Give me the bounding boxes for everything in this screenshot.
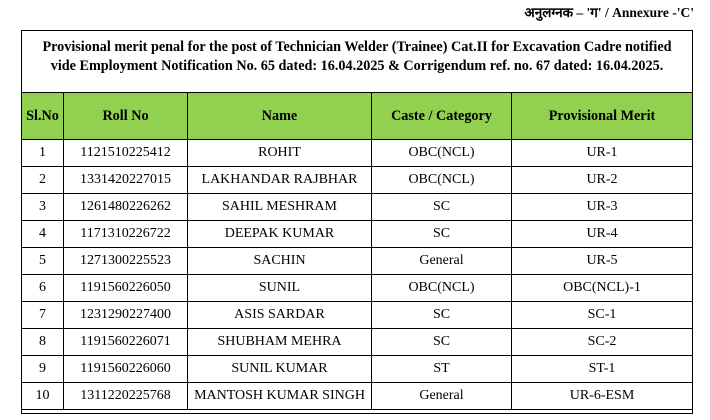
header-roll-no: Roll No: [64, 93, 188, 140]
cell-sl-no: 8: [22, 329, 64, 356]
cell-provisional-merit: UR-4: [512, 221, 693, 248]
cell-roll-no: 1191560226071: [64, 329, 188, 356]
cell-sl-no: 3: [22, 194, 64, 221]
cell-roll-no: 1191560226060: [64, 356, 188, 383]
cell-roll-no: 1171310226722: [64, 221, 188, 248]
cell-name: LAKHANDAR RAJBHAR: [188, 167, 372, 194]
cell-caste-category: SC: [372, 302, 512, 329]
table-row: [22, 194, 693, 221]
table-body: [22, 140, 693, 410]
cell-caste-category: General: [372, 383, 512, 410]
cell-caste-category: SC: [372, 194, 512, 221]
table-row: [22, 140, 693, 167]
cell-provisional-merit: UR-2: [512, 167, 693, 194]
cell-sl-no: 10: [22, 383, 64, 410]
cell-caste-category: ST: [372, 356, 512, 383]
cell-provisional-merit: SC-1: [512, 302, 693, 329]
cell-sl-no: 2: [22, 167, 64, 194]
cell-sl-no: 6: [22, 275, 64, 302]
header-caste-category: Caste / Category: [372, 93, 512, 140]
cell-sl-no: 4: [22, 221, 64, 248]
table-row: [22, 167, 693, 194]
cell-provisional-merit: UR-6-ESM: [512, 383, 693, 410]
cell-name: SACHIN: [188, 248, 372, 275]
cell-sl-no: 1: [22, 140, 64, 167]
cell-roll-no: 1121510225412: [64, 140, 188, 167]
cell-caste-category: OBC(NCL): [372, 167, 512, 194]
cell-roll-no: 1261480226262: [64, 194, 188, 221]
header-sl-no: Sl.No: [22, 93, 64, 140]
cell-roll-no: 1331420227015: [64, 167, 188, 194]
cell-name: SUNIL KUMAR: [188, 356, 372, 383]
cell-provisional-merit: SC-2: [512, 329, 693, 356]
cell-name: DEEPAK KUMAR: [188, 221, 372, 248]
document-title: [22, 38, 692, 76]
cell-provisional-merit: UR-5: [512, 248, 693, 275]
cell-roll-no: 1311220225768: [64, 383, 188, 410]
cell-provisional-merit: OBC(NCL)-1: [512, 275, 693, 302]
cell-caste-category: OBC(NCL): [372, 140, 512, 167]
cell-sl-no: 9: [22, 356, 64, 383]
cell-caste-category: SC: [372, 221, 512, 248]
cell-name: SAHIL MESHRAM: [188, 194, 372, 221]
table-row: [22, 329, 693, 356]
table-row: [22, 356, 693, 383]
table-row: [22, 221, 693, 248]
cell-provisional-merit: UR-3: [512, 194, 693, 221]
cell-caste-category: OBC(NCL): [372, 275, 512, 302]
title-line-2: vide Employment Notification No. 65 dated: 16.04.2025 & Corrigendum ref. no. 67 dated: 16.04.2025.: [50, 58, 664, 74]
cell-name: ROHIT: [188, 140, 372, 167]
cell-sl-no: 7: [22, 302, 64, 329]
cell-roll-no: 1231290227400: [64, 302, 188, 329]
header-name: Name: [188, 93, 372, 140]
cell-sl-no: 5: [22, 248, 64, 275]
cell-roll-no: 1191560226050: [64, 275, 188, 302]
cell-name: SUNIL: [188, 275, 372, 302]
table-row: [22, 302, 693, 329]
table-header-row: [22, 93, 693, 140]
table-row: [22, 275, 693, 302]
header-provisional-merit: Provisional Merit: [512, 93, 693, 140]
merit-panel: [21, 30, 693, 414]
cell-provisional-merit: UR-1: [512, 140, 693, 167]
cell-name: SHUBHAM MEHRA: [188, 329, 372, 356]
annexure-label: अनुलग्नक – 'ग' / Annexure -'C': [524, 5, 694, 20]
table-row: [22, 248, 693, 275]
cell-caste-category: General: [372, 248, 512, 275]
cell-name: ASIS SARDAR: [188, 302, 372, 329]
title-line-1: Provisional merit penal for the post of Technician Welder (Trainee) Cat.II for Excavation Cadre notified: [42, 39, 672, 55]
table-row: [22, 383, 693, 410]
merit-table: [21, 92, 693, 410]
cell-name: MANTOSH KUMAR SINGH: [188, 383, 372, 410]
cell-roll-no: 1271300225523: [64, 248, 188, 275]
cell-provisional-merit: ST-1: [512, 356, 693, 383]
cell-caste-category: SC: [372, 329, 512, 356]
